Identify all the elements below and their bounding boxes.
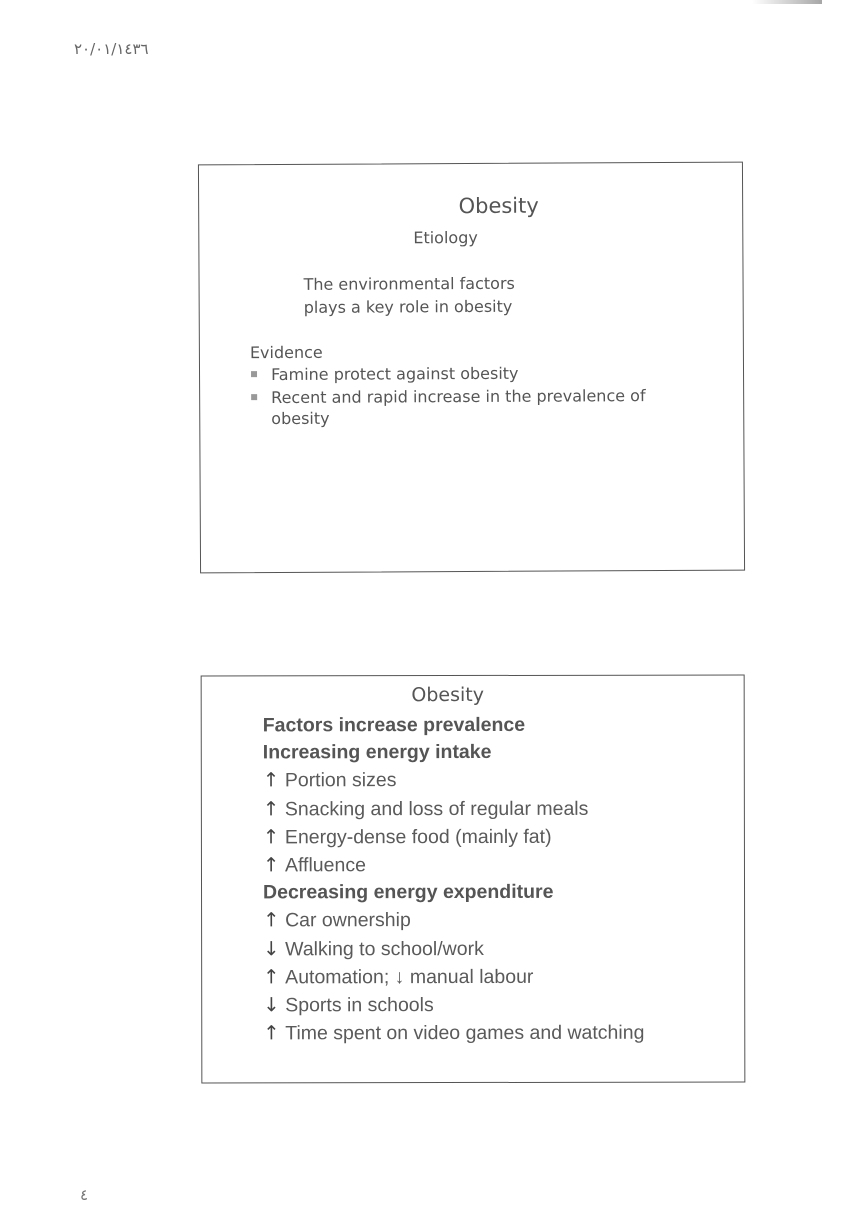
factors-heading: Factors increase prevalence [262, 713, 526, 737]
up-arrow-icon: ↑ [263, 965, 280, 989]
up-arrow-icon: ↑ [262, 796, 280, 820]
key-statement-line: plays a key role in obesity [303, 296, 513, 317]
key-statement [304, 272, 516, 319]
up-arrow-icon: ↑ [263, 908, 280, 932]
slide-subtitle: Etiology [413, 227, 478, 248]
evidence-item [250, 385, 650, 429]
slide-title [199, 193, 744, 220]
slide-title-text: Obesity [458, 193, 539, 219]
factor-item: ↓ Walking to school/work [263, 934, 644, 963]
key-statement-line: The environmental factors [303, 273, 515, 294]
down-arrow-icon: ↓ [263, 993, 280, 1017]
down-arrow-icon: ↓ [263, 936, 280, 960]
evidence-label: Evidence [249, 342, 323, 363]
factor-item: ↑ Affluence [263, 851, 644, 880]
factor-item: ↑ Automation; ↓ manual labour [263, 963, 644, 992]
evidence-item [250, 362, 650, 385]
slide-etiology [198, 162, 745, 574]
evidence-item-text: Famine protect against obesity [270, 363, 519, 385]
scan-shadow [752, 0, 822, 4]
page-number: ٤ [80, 1186, 89, 1204]
intake-heading: Increasing energy intake [262, 741, 492, 764]
expenditure-heading: Decreasing energy expenditure [263, 881, 554, 904]
factors-list [263, 712, 645, 1048]
evidence-list [250, 362, 650, 431]
up-arrow-icon: ↑ [262, 853, 280, 877]
factor-item: ↑ Energy-dense food (mainly fat) [263, 823, 644, 852]
up-arrow-icon: ↑ [262, 825, 280, 849]
square-bullet-icon [251, 371, 257, 377]
factor-item: ↑ Car ownership [263, 906, 644, 935]
factor-item: ↑ Portion sizes [263, 766, 644, 795]
page-date: ٢٠/٠١/١٤٣٦ [74, 40, 149, 58]
slide-factors [201, 675, 746, 1084]
square-bullet-icon [251, 394, 257, 400]
evidence-item-text: Recent and rapid increase in the prevalence of obesity [271, 386, 646, 429]
up-arrow-icon: ↑ [262, 768, 280, 792]
factor-item: ↓ Sports in schools [263, 991, 644, 1020]
factor-item: ↑ Time spent on video games and watching [263, 1019, 644, 1048]
up-arrow-icon: ↑ [263, 1021, 280, 1045]
factor-item: ↑ Snacking and loss of regular meals [263, 794, 644, 823]
slide-title: Obesity [411, 683, 484, 707]
